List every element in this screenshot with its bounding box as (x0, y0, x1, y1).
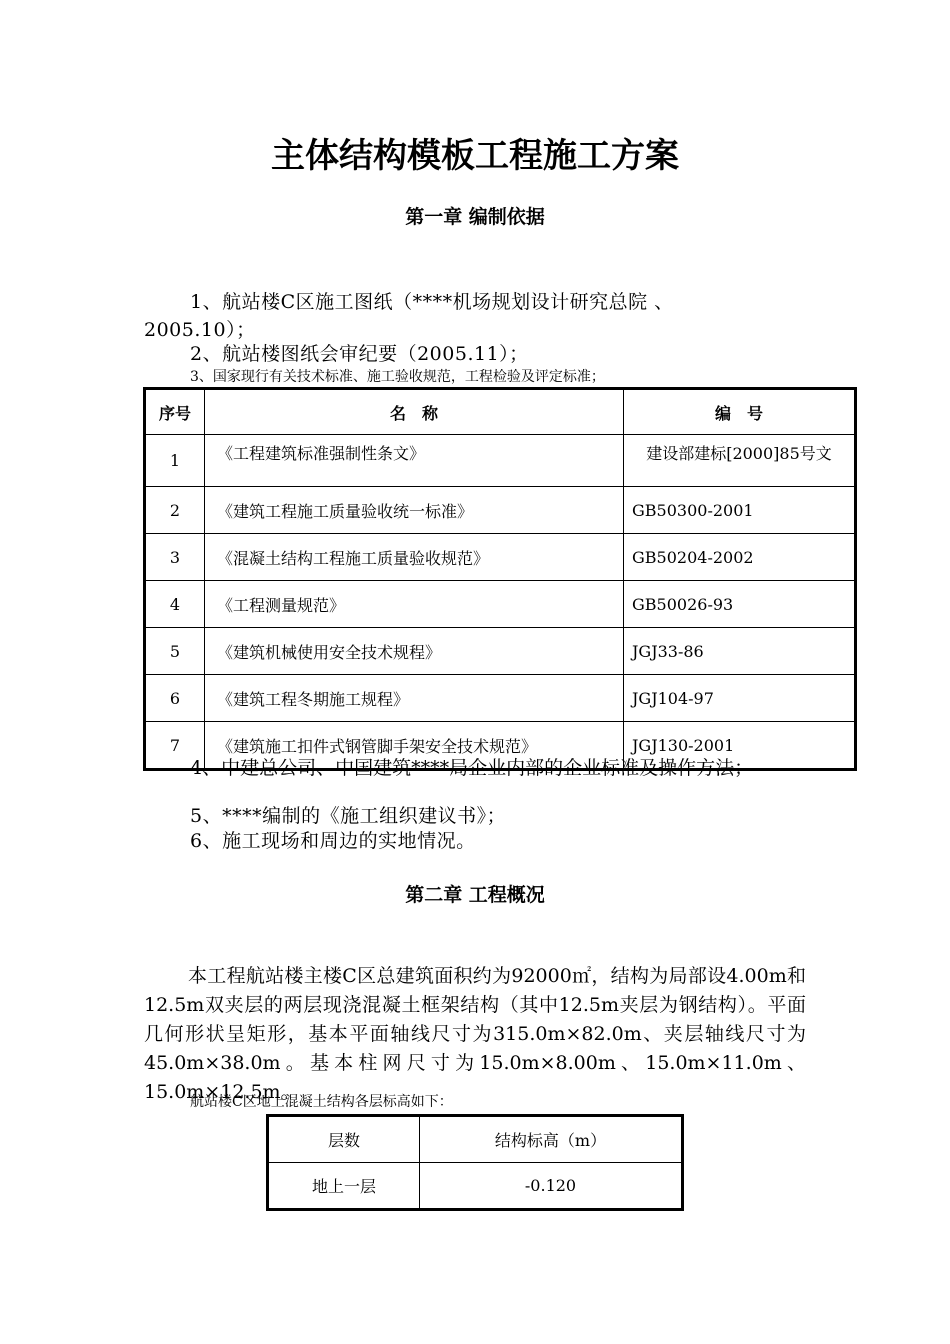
header-name: 名 称 (205, 389, 624, 435)
row-floor: 地上一层 (268, 1163, 420, 1210)
row-name: 《工程测量规范》 (205, 581, 624, 628)
basis-item-2: 2、航站楼图纸会审纪要（2005.11）； (190, 343, 529, 365)
overview-paragraph: 本工程航站楼主楼C区总建筑面积约为92000㎡，结构为局部设4.00m和12.5m双夹层的两层现浇混凝土框架结构（其中12.5m夹层为钢结构）。平面几何形状呈矩形，基本平面轴线尺寸为315.0m×82.0m、夹层轴线尺寸为45.0m×38.0m。基本柱网尺寸为15.0m×8.00m、15.0m×11.0m、15.0m×12.5m。 (144, 965, 806, 1103)
row-no: 5 (145, 628, 205, 675)
header-no: 序号 (145, 389, 205, 435)
chapter-1-heading: 第一章 编制依据 (405, 206, 545, 228)
row-elevation: -0.120 (420, 1163, 683, 1210)
row-no: 4 (145, 581, 205, 628)
basis-item-6: 6、施工现场和周边的实地情况。 (190, 830, 476, 852)
row-no: 6 (145, 675, 205, 722)
row-code: GB50026-93 (624, 581, 856, 628)
row-name: 《混凝土结构工程施工质量验收规范》 (205, 534, 624, 581)
table-header-row (145, 389, 856, 435)
row-name: 《建筑工程施工质量验收统一标准》 (205, 487, 624, 534)
row-no: 3 (145, 534, 205, 581)
row-no: 2 (145, 487, 205, 534)
basis-item-1: 1、航站楼C区施工图纸（****机场规划设计研究总院 、 (190, 291, 674, 313)
row-name: 《建筑施工扣件式钢管脚手架安全技术规范》 (205, 722, 624, 770)
basis-item-3: 3、国家现行有关技术标准、施工验收规范，工程检验及评定标准； (190, 369, 605, 385)
row-code: GB50204-2002 (624, 534, 856, 581)
table-row (145, 435, 856, 487)
row-no: 7 (145, 722, 205, 770)
row-code: 建设部建标[2000]85号文 (624, 435, 856, 487)
row-name: 《工程建筑标准强制性条文》 (205, 435, 624, 487)
table-header-row (268, 1116, 683, 1163)
header-floor: 层数 (268, 1116, 420, 1163)
basis-item-1-cont: 2005.10）； (144, 319, 256, 341)
chapter-2-heading: 第二章 工程概况 (405, 884, 545, 906)
standards-table (143, 387, 857, 771)
elevation-table (266, 1114, 684, 1211)
row-code: GB50300-2001 (624, 487, 856, 534)
elevation-caption: 航站楼C区地上混凝土结构各层标高如下： (190, 1094, 453, 1110)
table-row (145, 534, 856, 581)
row-code: JGJ130-2001 (624, 722, 856, 770)
row-no: 1 (145, 435, 205, 487)
basis-item-4: 4、中建总公司、中国建筑****局企业内部的企业标准及操作方法； (190, 757, 754, 779)
table-row (145, 487, 856, 534)
table-row (268, 1163, 683, 1210)
header-code: 编 号 (624, 389, 856, 435)
row-name: 《建筑工程冬期施工规程》 (205, 675, 624, 722)
table-row (145, 675, 856, 722)
table-row (145, 628, 856, 675)
page-title: 主体结构模板工程施工方案 (271, 136, 679, 176)
basis-item-5: 5、****编制的《施工组织建议书》； (190, 805, 507, 827)
row-code: JGJ33-86 (624, 628, 856, 675)
header-elevation: 结构标高（m） (420, 1116, 683, 1163)
row-code: JGJ104-97 (624, 675, 856, 722)
table-row (145, 581, 856, 628)
row-name: 《建筑机械使用安全技术规程》 (205, 628, 624, 675)
